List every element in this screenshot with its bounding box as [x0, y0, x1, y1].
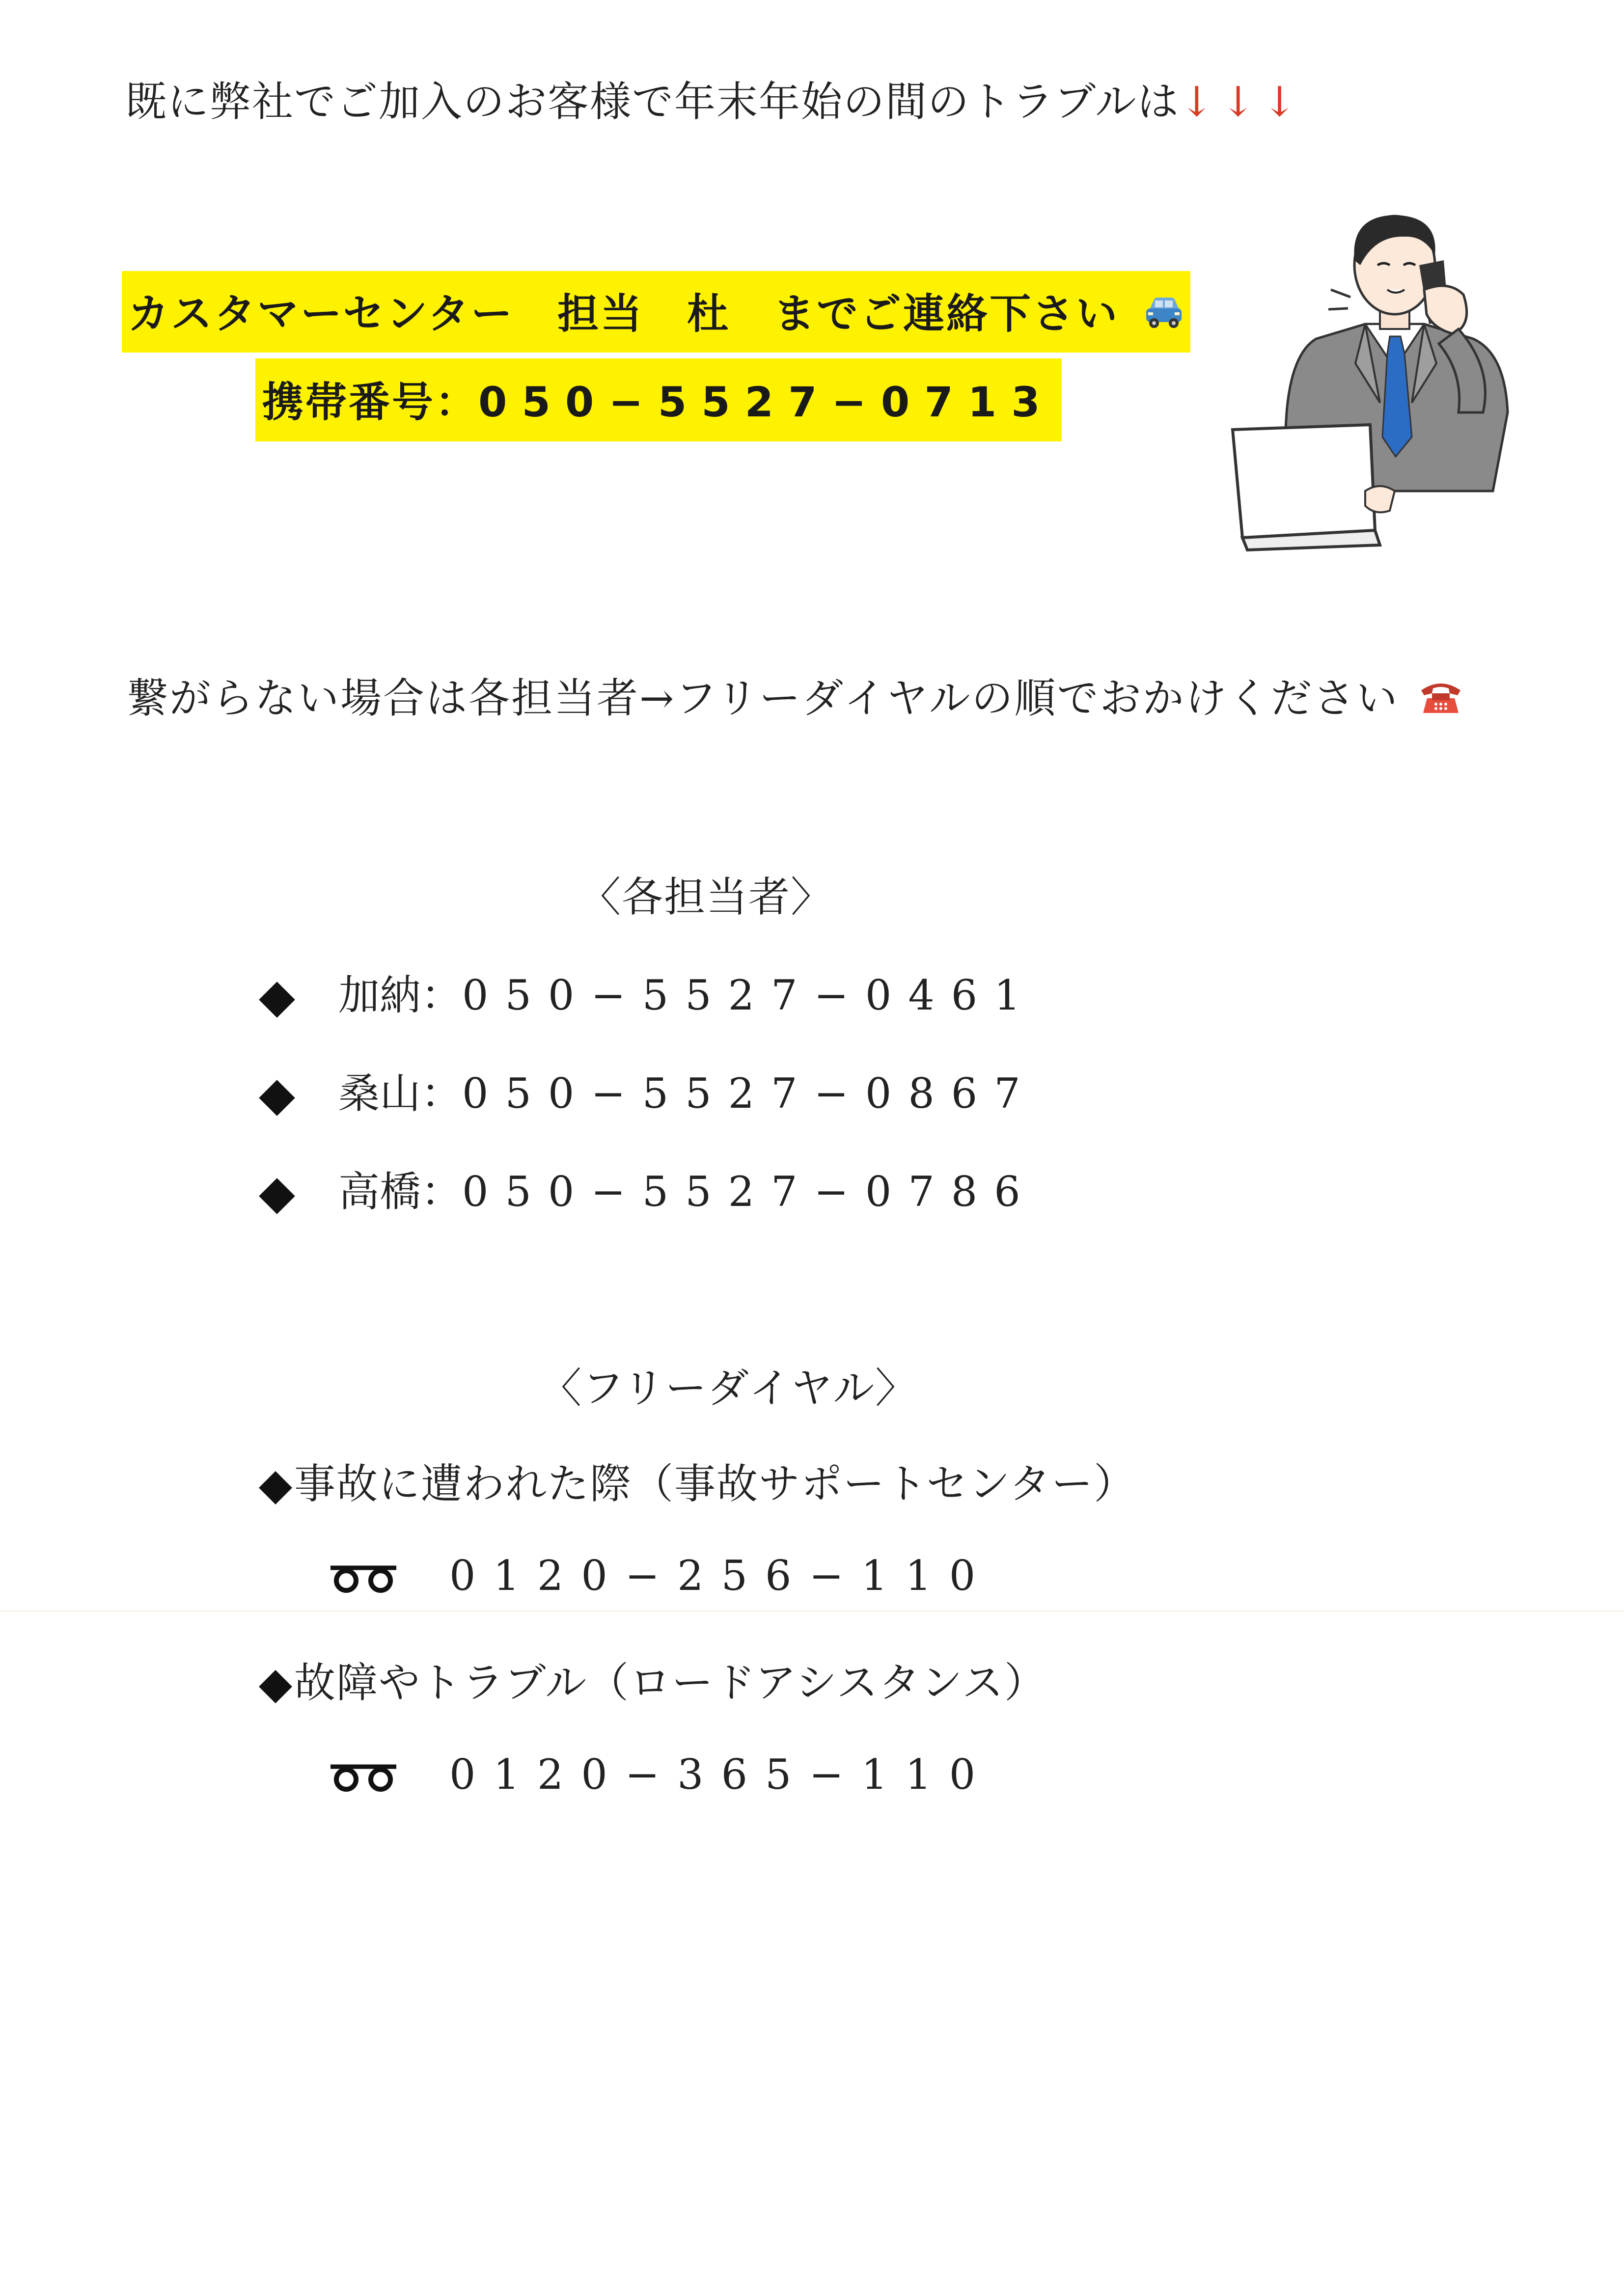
diamond-bullet-icon [258, 1177, 294, 1213]
staff-name: 桑山 [338, 1069, 421, 1118]
telephone-icon [1418, 678, 1463, 726]
staff-separator: ： [421, 971, 463, 1019]
customer-center-line [122, 271, 1190, 353]
fallback-instruction [127, 665, 1463, 726]
diamond-bullet-icon [258, 1669, 292, 1703]
mobile-label: 携帯番号： [262, 378, 479, 426]
staff-row-kuwayama [258, 1061, 1037, 1120]
free-dial-road-assistance-title [258, 1650, 1046, 1709]
diamond-bullet-icon [258, 1079, 294, 1115]
diamond-bullet-icon [258, 1470, 292, 1504]
down-arrows-icon: ↓↓↓ [1179, 78, 1304, 126]
intro-text [125, 69, 1304, 128]
businessman-phone-illustration [1218, 206, 1522, 562]
free-dial-number[interactable]: 0120−256−110 [449, 1552, 993, 1600]
staff-name: 加納 [338, 971, 421, 1019]
staff-separator: ： [421, 1168, 463, 1216]
free-dial-heading: 〈フリーダイヤル〉 [540, 1364, 918, 1412]
intro-message: 既に弊社でご加入のお客様で年末年始の間のトラブルは [125, 78, 1180, 126]
free-dial-title: 故障やトラブル（ロードアシスタンス） [294, 1659, 1047, 1707]
free-dial-accident-number-row [327, 1552, 993, 1603]
staff-phone-number[interactable]: 050−5527−0867 [462, 1069, 1037, 1118]
free-dial-road-assistance-number-row [327, 1750, 993, 1802]
fallback-text: 繋がらない場合は各担当者→フリーダイヤルの順でおかけください [127, 674, 1399, 722]
staff-row-kano [258, 962, 1037, 1022]
free-dial-accident-title [258, 1451, 1136, 1510]
staff-name: 高橋 [338, 1168, 421, 1216]
staff-row-takahashi [258, 1159, 1037, 1218]
staff-heading: 〈各担当者〉 [579, 873, 833, 921]
free-dial-number[interactable]: 0120−365−110 [449, 1750, 993, 1799]
freedial-icon [327, 1555, 400, 1603]
staff-separator: ： [421, 1069, 463, 1118]
mobile-number[interactable]: 050−5527−0713 [478, 378, 1055, 426]
staff-phone-number[interactable]: 050−5527−0786 [462, 1168, 1037, 1216]
car-icon [1143, 293, 1184, 341]
staff-phone-number[interactable]: 050−5527−0461 [462, 971, 1037, 1019]
free-dial-title: 事故に遭われた際（事故サポートセンター） [294, 1460, 1136, 1508]
mobile-number-line [255, 358, 1062, 441]
scan-artifact-line [0, 1611, 1624, 1612]
diamond-bullet-icon [258, 981, 294, 1017]
freedial-icon [327, 1754, 400, 1802]
customer-center-text: カスタマーセンター 担当 杜 までご連絡下さい [128, 290, 1119, 338]
